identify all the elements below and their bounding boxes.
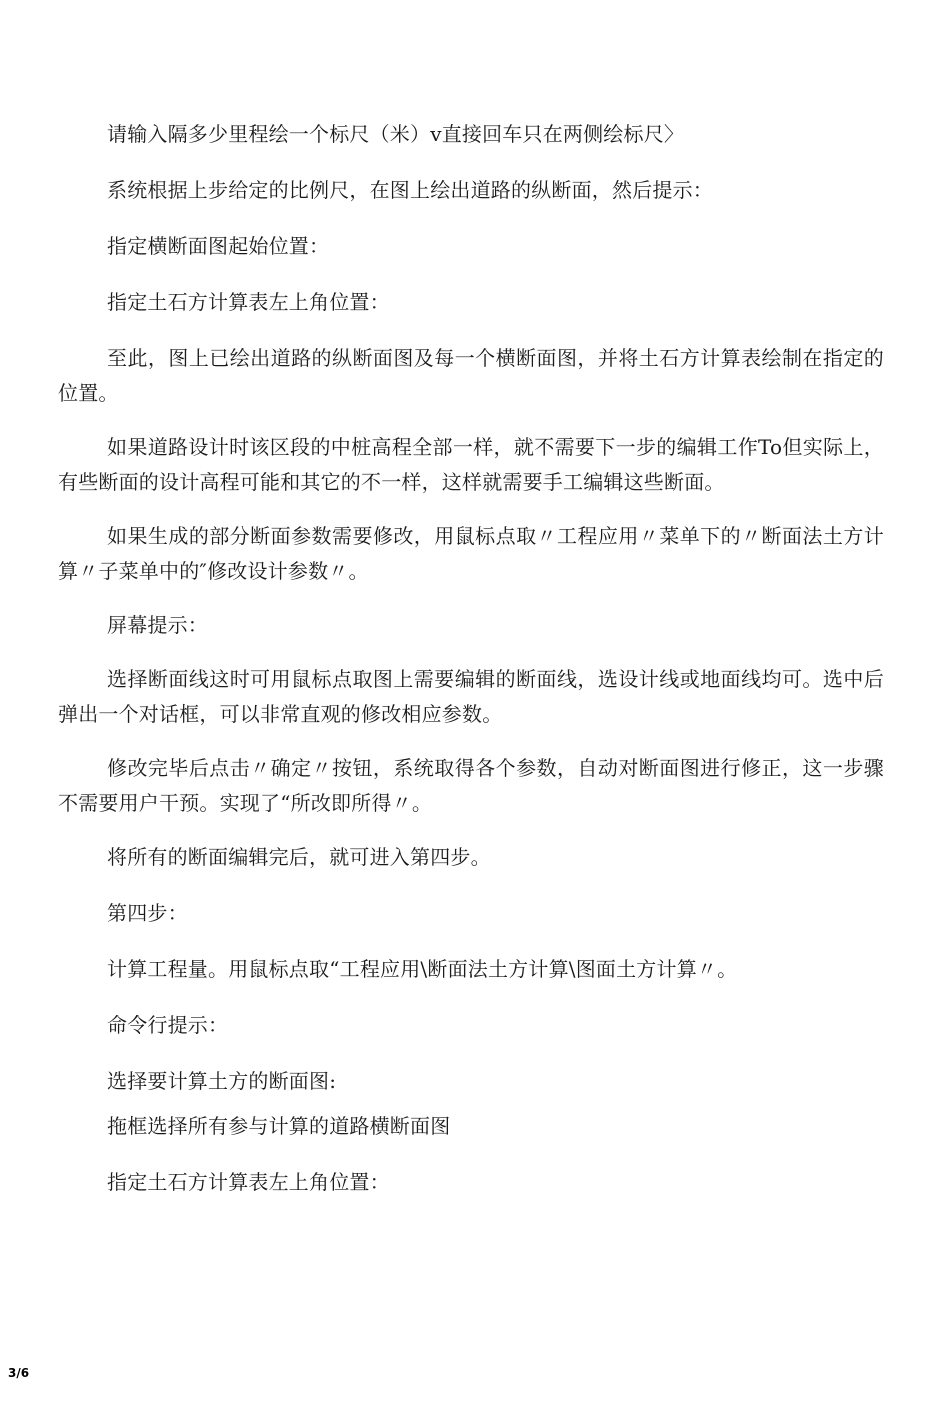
paragraph-1: 请输入隔多少里程绘一个标尺（米）v直接回车只在两侧绘标尺〉 [107, 122, 685, 146]
paragraph-5: 至此，图上已绘出道路的纵断面图及每一个横断面图，并将土石方计算表绘制在指定的位置。 [58, 346, 884, 405]
paragraph-17: 指定土石方计算表左上角位置： [107, 1170, 390, 1194]
paragraph-14: 命令行提示： [107, 1013, 229, 1037]
paragraph-10: 修改完毕后点击〃确定〃按钮，系统取得各个参数，自动对断面图进行修正，这一步骤不需要用户干预。实现了“所改即所得〃。 [58, 756, 884, 815]
document-body [58, 117, 884, 1200]
paragraph-4: 指定土石方计算表左上角位置： [107, 290, 390, 314]
paragraph-8: 屏幕提示： [107, 613, 208, 637]
paragraph-11: 将所有的断面编辑完后，就可进入第四步。 [107, 845, 491, 869]
paragraph-6: 如果道路设计时该区段的中桩高程全部一样，就不需要下一步的编辑工作To但实际上，有些断面的设计高程可能和其它的不一样，这样就需要手工编辑这些断面。 [58, 435, 884, 494]
paragraph-3: 指定横断面图起始位置： [107, 234, 330, 258]
paragraph-2: 系统根据上步给定的比例尺，在图上绘出道路的纵断面，然后提示： [107, 178, 713, 202]
paragraph-7: 如果生成的部分断面参数需要修改，用鼠标点取〃工程应用〃菜单下的〃断面法土方计算〃子菜单中的″修改设计参数〃。 [58, 524, 884, 583]
paragraph-15: 选择要计算土方的断面图: [107, 1069, 337, 1093]
paragraph-12: 第四步： [107, 901, 188, 925]
paragraph-16: 拖框选择所有参与计算的道路横断面图 [107, 1114, 451, 1138]
paragraph-13: 计算工程量。用鼠标点取“工程应用\断面法土方计算\图面土方计算〃。 [107, 957, 738, 981]
page-number: 3/6 [8, 1366, 30, 1380]
paragraph-9: 选择断面线这时可用鼠标点取图上需要编辑的断面线，选设计线或地面线均可。选中后弹出一个对话框，可以非常直观的修改相应参数。 [58, 667, 884, 726]
